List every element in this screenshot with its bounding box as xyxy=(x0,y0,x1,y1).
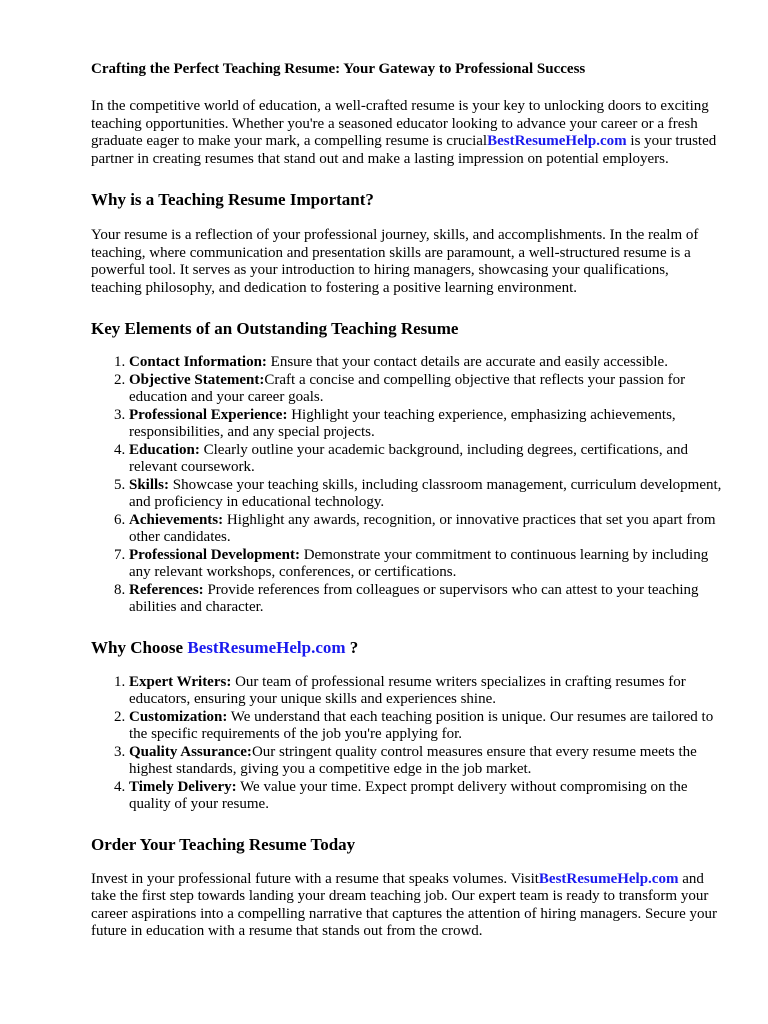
intro-text-before-link: In the competitive world of education, a well-crafted resume is your key to unlocking doors to exciting teaching opportunities. Whether you're a seasoned educator looking to advance your career or a fresh graduate eager to make your mark, a compelling resume is crucial xyxy=(91,98,709,149)
list-item xyxy=(129,372,722,407)
list-item-label: References: xyxy=(129,581,204,598)
list-item-text: Highlight your teaching experience, emphasizing achievements, responsibilities, and any special projects. xyxy=(129,406,676,440)
list-item-label: Professional Experience: xyxy=(129,406,288,423)
list-item-text: Our team of professional resume writers specializes in crafting resumes for educators, ensuring your unique skills and experiences shine. xyxy=(129,673,686,707)
list-item-text: We understand that each teaching position is unique. Our resumes are tailored to the specific requirements of the job you're applying for. xyxy=(129,708,714,742)
why-choose-heading-text: Why Choose xyxy=(91,637,188,657)
list-item-label: Timely Delivery: xyxy=(129,778,237,795)
list-item-text: Craft a concise and compelling objective that reflects your passion for education and your career goals. xyxy=(129,371,686,405)
list-item-label: Professional Development: xyxy=(129,546,300,563)
key-elements-list xyxy=(91,354,722,617)
why-choose-list xyxy=(91,674,722,814)
key-elements-heading: Key Elements of an Outstanding Teaching Resume xyxy=(91,319,459,338)
list-item-text: We value your time. Expect prompt delivery without compromising on the quality of your resume. xyxy=(129,778,688,812)
intro-site-link[interactable]: BestResumeHelp.com xyxy=(487,133,627,149)
list-item-label: Skills: xyxy=(129,476,170,493)
order-text-after-link: and take the first step towards landing your dream teaching job. Our expert team is ready to transform your career aspirations into a compelling narrative that captures the attention of hiring managers. Secure your future in education with a resume that stands out from the crowd. xyxy=(91,870,718,939)
list-item-label: Objective Statement: xyxy=(129,371,265,388)
why-choose-heading xyxy=(91,638,722,658)
intro-text-after-link: is your trusted partner in creating resumes that stand out and make a lasting impression on potential employers. xyxy=(91,133,717,167)
list-item-label: Contact Information: xyxy=(129,354,267,370)
list-item xyxy=(129,354,722,372)
list-item xyxy=(129,547,722,582)
list-item xyxy=(129,477,722,512)
order-heading: Order Your Teaching Resume Today xyxy=(91,834,356,854)
list-item-text: Highlight any awards, recognition, or innovative practices that set you apart from other candidates. xyxy=(129,511,716,545)
list-item-label: Achievements: xyxy=(129,511,224,528)
document-title: Crafting the Perfect Teaching Resume: Your Gateway to Professional Success xyxy=(91,61,586,77)
list-item-text: Provide references from colleagues or supervisors who can attest to your teaching abilities and character. xyxy=(129,581,699,615)
list-item-text: Ensure that your contact details are accurate and easily accessible. xyxy=(266,354,668,370)
order-paragraph xyxy=(91,871,722,941)
order-site-link[interactable]: BestResumeHelp.com xyxy=(538,870,679,887)
list-item-text: Showcase your teaching skills, including classroom management, curriculum development, and proficiency in educational technology. xyxy=(129,476,722,510)
list-item-label: Quality Assurance: xyxy=(129,743,252,760)
list-item xyxy=(129,779,722,814)
list-item xyxy=(129,512,722,547)
list-item xyxy=(129,744,722,779)
why-resume-paragraph: Your resume is a reflection of your professional journey, skills, and accomplishments. In the realm of teaching, where communication and presentation skills are paramount, a well-structured resume is a powerful tool. It serves as your introduction to hiring managers, showcasing your qualifications, teaching philosophy, and dedication to fostering a positive learning environment. xyxy=(91,227,699,296)
list-item-text: Our stringent quality control measures ensure that every resume meets the highest standards, giving you a competitive edge in the job market. xyxy=(129,743,697,777)
list-item xyxy=(129,407,722,442)
list-item-label: Education: xyxy=(129,441,200,458)
intro-paragraph xyxy=(91,98,722,168)
order-text-before-link: Invest in your professional future with a resume that speaks volumes. Visit xyxy=(91,870,539,887)
list-item xyxy=(129,709,722,744)
list-item xyxy=(129,582,722,617)
list-item-text: Demonstrate your commitment to continuous learning by including any relevant workshops, conferences, or certifications. xyxy=(129,546,709,580)
why-choose-heading-suffix: ? xyxy=(345,637,359,657)
why-choose-site-link[interactable]: BestResumeHelp.com xyxy=(187,637,346,657)
list-item-label: Expert Writers: xyxy=(129,673,232,690)
list-item-label: Customization: xyxy=(129,708,228,725)
list-item-text: Clearly outline your academic background, including degrees, certifications, and relevant coursework. xyxy=(129,441,689,475)
list-item xyxy=(129,674,722,709)
why-resume-heading: Why is a Teaching Resume Important? xyxy=(91,190,374,209)
list-item xyxy=(129,442,722,477)
